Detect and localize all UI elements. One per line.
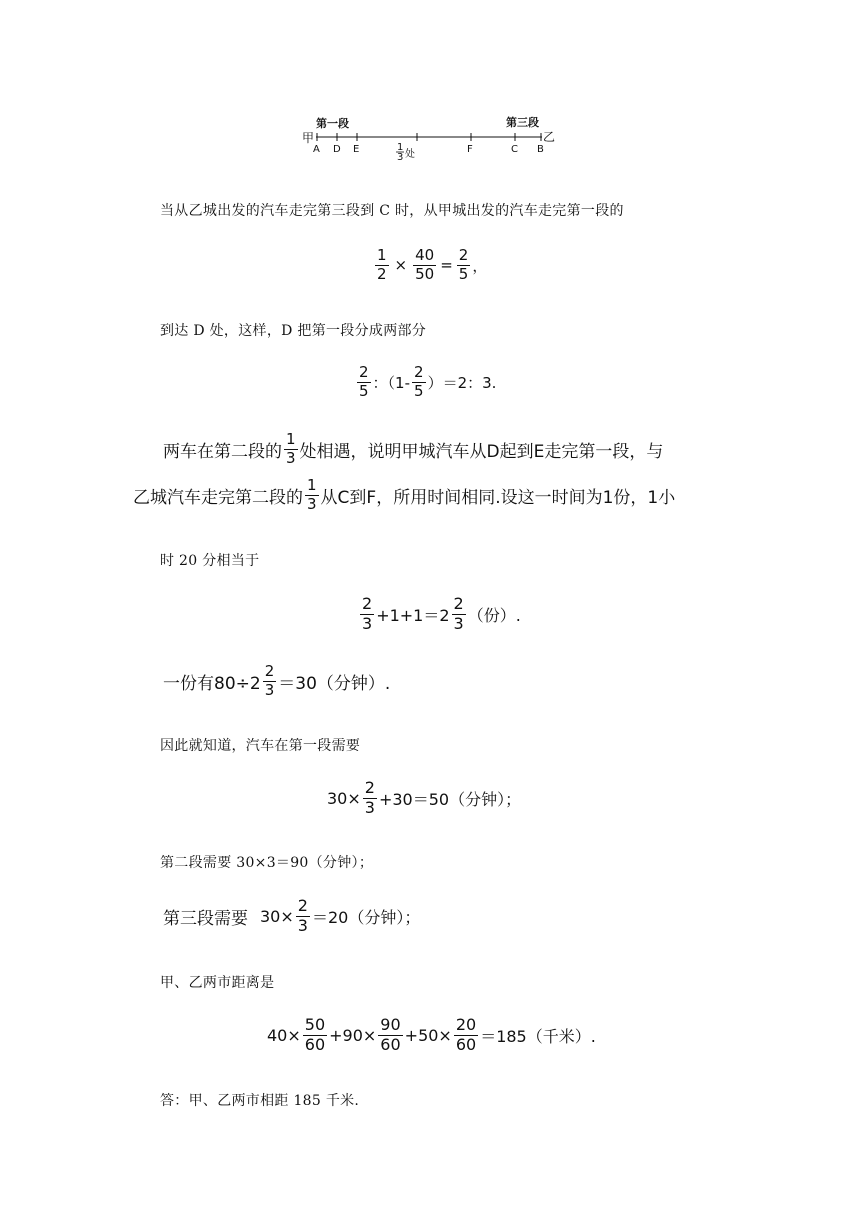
eq4-den: 3 xyxy=(264,680,275,699)
eq7-p2: +90× xyxy=(329,1025,377,1045)
line-4: 因此就知道，汽车在第一段需要 xyxy=(160,738,361,754)
point-b: B xyxy=(537,144,544,155)
para-l1-frac xyxy=(284,432,298,467)
equation-3 xyxy=(358,596,521,633)
eq5-den: 3 xyxy=(364,797,375,817)
eq3-a-den: 3 xyxy=(362,613,373,633)
equation-4 xyxy=(163,664,390,699)
eq6-frac xyxy=(296,898,310,935)
eq2-tail: ）＝2：3. xyxy=(427,373,497,392)
eq3-frac-b xyxy=(452,596,466,633)
eq7-frac-3 xyxy=(454,1017,478,1054)
eq2-colon: ：（1- xyxy=(372,373,411,392)
point-f: F xyxy=(467,144,473,155)
point-c: C xyxy=(511,144,518,155)
eq6-tail: ＝20（分钟）； xyxy=(311,907,421,927)
equation-7 xyxy=(267,1017,596,1054)
eq1-frac-r xyxy=(457,248,471,283)
third-suffix: 处 xyxy=(405,149,415,160)
line-5: 第二段需要 30×3＝90（分钟）； xyxy=(160,855,374,871)
eq3-b-den: 3 xyxy=(453,613,464,633)
eq6-pre: 30× xyxy=(260,906,294,926)
eq1-a-den: 2 xyxy=(377,264,387,283)
line-3: 时 20 分相当于 xyxy=(160,553,260,569)
eq7-f1-num: 50 xyxy=(304,1015,326,1034)
point-a: A xyxy=(313,144,320,155)
eq6-num: 2 xyxy=(297,896,308,915)
eq4-pre: 一份有80÷2 xyxy=(163,673,261,694)
diagram-seg3-label: 第三段 xyxy=(506,116,539,129)
eq1-frac-a xyxy=(375,248,389,283)
para-l2-post: 从C到F，所用时间相同.设这一时间为1份，1小 xyxy=(320,487,676,508)
para-l2-den: 3 xyxy=(307,494,317,513)
segment-diagram xyxy=(300,112,570,162)
third-num: 1 xyxy=(397,142,404,153)
para-l1-post: 处相遇，说明甲城汽车从D起到E走完第一段，与 xyxy=(299,441,664,462)
para-l1-pre: 两车在第二段的 xyxy=(163,441,282,462)
diagram-end-label: 乙 xyxy=(543,130,556,144)
point-d: D xyxy=(333,144,341,155)
equation-1 xyxy=(373,248,487,283)
eq6-den: 3 xyxy=(297,915,308,935)
line-2: 到达 D 处，这样，D 把第一段分成两部分 xyxy=(160,323,427,339)
eq7-f2-num: 90 xyxy=(380,1015,401,1034)
eq1-r-den: 5 xyxy=(458,264,469,283)
eq1-tail: ， xyxy=(472,256,488,275)
paragraph-line-1 xyxy=(163,432,663,467)
eq1-eq: = xyxy=(440,256,453,275)
equation-5 xyxy=(327,780,521,817)
equation-2 xyxy=(355,365,496,400)
third-den: 3 xyxy=(397,152,404,162)
eq7-f3-num: 20 xyxy=(455,1015,477,1034)
eq4-num: 2 xyxy=(264,662,275,680)
eq2-b-num: 2 xyxy=(414,363,424,381)
eq3-b-num: 2 xyxy=(453,594,464,613)
eq2-frac-b xyxy=(412,365,426,400)
eq7-p3: +50× xyxy=(404,1025,452,1045)
eq7-p1: 40× xyxy=(267,1025,301,1045)
eq3-a-num: 2 xyxy=(362,594,373,613)
eq7-f3-den: 60 xyxy=(455,1034,477,1054)
answer-line: 答：甲、乙两市相距 185 千米. xyxy=(160,1093,360,1109)
eq7-tail: ＝185（千米）. xyxy=(480,1026,596,1046)
eq3-mid: +1+1＝2 xyxy=(376,605,450,625)
para-l2-pre: 乙城汽车走完第二段的 xyxy=(133,487,303,508)
eq6-label: 第三段需要 xyxy=(163,908,248,929)
eq3-frac-a xyxy=(360,596,374,633)
para-l1-num: 1 xyxy=(286,430,296,448)
eq1-b-num: 40 xyxy=(415,246,435,264)
para-l2-num: 1 xyxy=(307,476,317,494)
eq7-frac-2 xyxy=(378,1017,402,1054)
eq4-frac xyxy=(263,664,277,699)
eq2-b-den: 5 xyxy=(414,381,424,400)
paragraph-line-2 xyxy=(133,478,675,513)
eq1-b-den: 50 xyxy=(415,264,435,283)
eq7-frac-1 xyxy=(303,1017,327,1054)
diagram-start-label: 甲 xyxy=(302,131,315,145)
eq3-tail: （份）. xyxy=(467,605,521,625)
eq5-frac xyxy=(363,780,377,817)
eq2-a-num: 2 xyxy=(359,363,369,381)
eq5-pre: 30× xyxy=(327,788,361,808)
eq7-f1-den: 60 xyxy=(304,1034,326,1054)
eq4-tail: ＝30（分钟）. xyxy=(278,673,391,694)
para-l2-frac xyxy=(305,478,319,513)
eq2-a-den: 5 xyxy=(359,381,369,400)
eq7-f2-den: 60 xyxy=(380,1034,401,1054)
line-1: 当从乙城出发的汽车走完第三段到 C 时，从甲城出发的汽车走完第一段的 xyxy=(160,203,624,219)
eq5-tail: +30＝50（分钟）； xyxy=(378,789,522,809)
eq1-op: × xyxy=(394,256,408,275)
para-l1-den: 3 xyxy=(286,448,296,467)
point-e: E xyxy=(353,144,360,155)
eq1-a-num: 1 xyxy=(377,246,387,264)
eq5-num: 2 xyxy=(364,778,375,797)
line-6: 甲、乙两市距离是 xyxy=(160,975,275,991)
eq1-r-num: 2 xyxy=(458,246,469,264)
eq1-frac-b xyxy=(413,248,436,283)
equation-6 xyxy=(163,898,420,935)
diagram-seg1-label: 第一段 xyxy=(316,117,349,130)
eq2-frac-a xyxy=(357,365,371,400)
